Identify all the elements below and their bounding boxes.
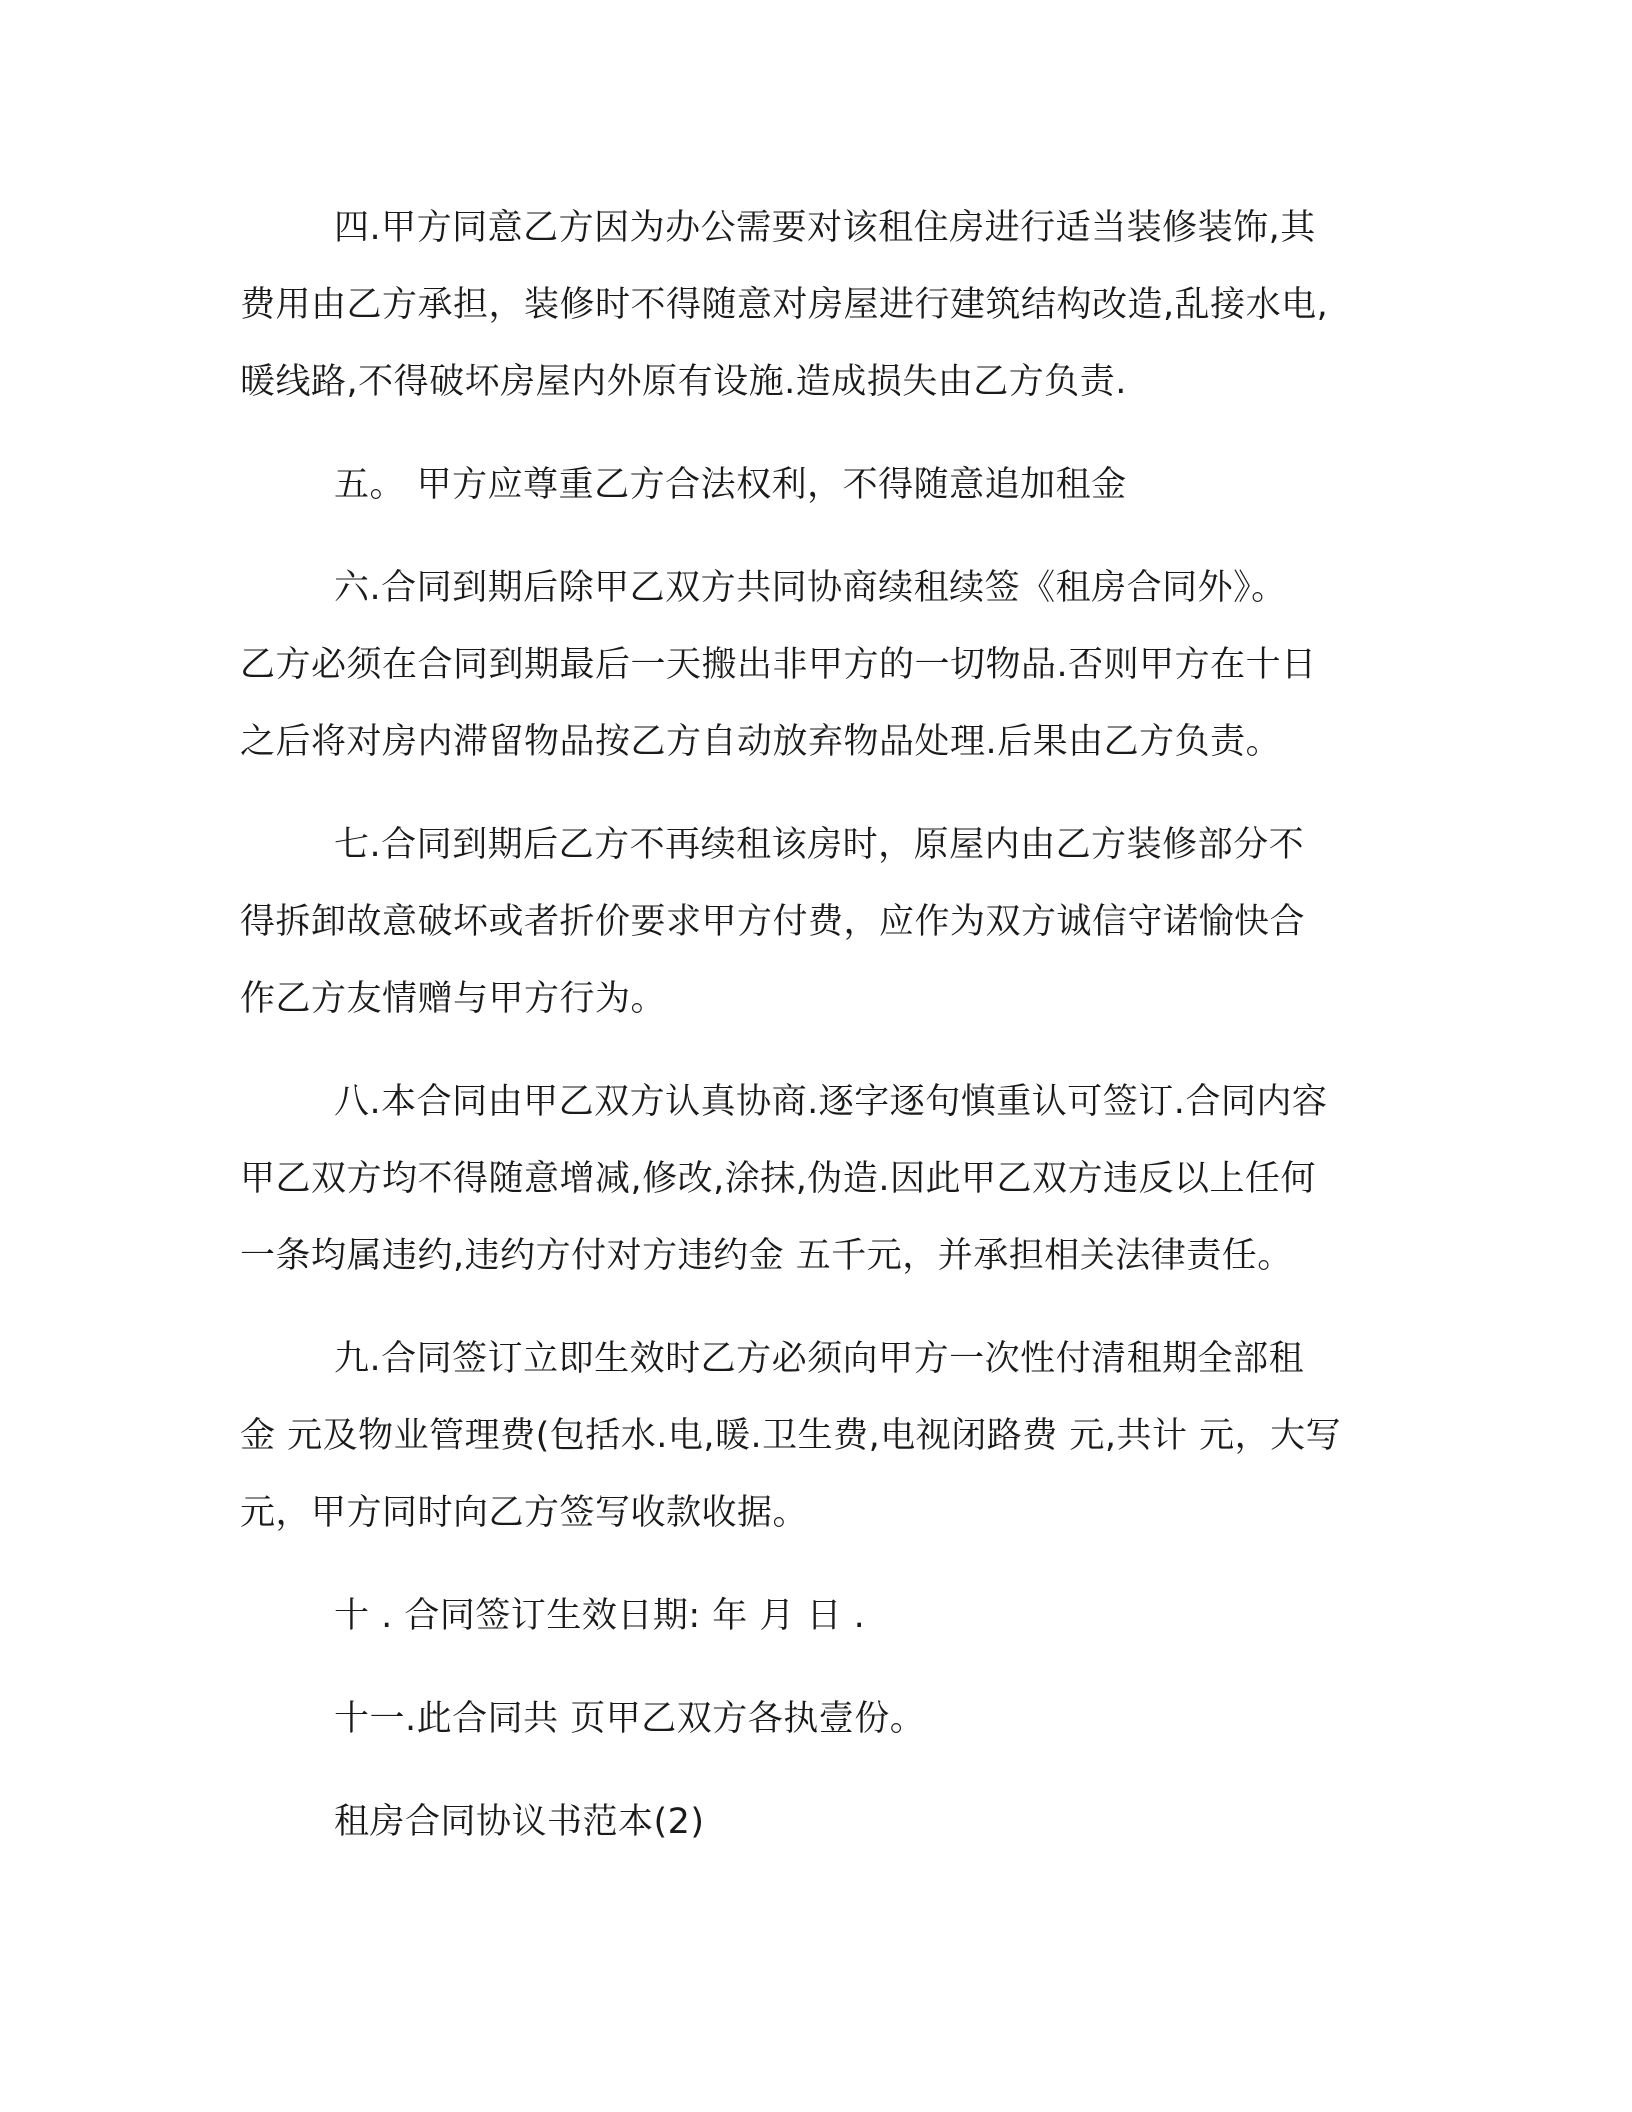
text-line: 四.甲方同意乙方因为办公需要对该租住房进行适当装修装饰,其 <box>334 208 1316 248</box>
text-line: 一条均属违约,违约方付对方违约金 五千元，并承担相关法律责任。 <box>240 1236 1293 1276</box>
text-line: 八.本合同由甲乙双方认真协商.逐字逐句慎重认可签订.合同内容 <box>334 1082 1328 1122</box>
clause-8-paragraph <box>240 1064 1390 1295</box>
document-body <box>240 190 1390 1887</box>
clause-5-paragraph <box>240 447 1390 524</box>
text-line: 之后将对房内滞留物品按乙方自动放弃物品处理.后果由乙方负责。 <box>240 722 1282 762</box>
clause-7-paragraph <box>240 807 1390 1038</box>
text-line: 十 . 合同签订生效日期: 年 月 日 . <box>334 1596 866 1636</box>
text-line: 五。 甲方应尊重乙方合法权利，不得随意追加租金 <box>334 465 1127 505</box>
text-line: 甲乙双方均不得随意增减,修改,涂抹,伪造.因此甲乙双方违反以上任何 <box>240 1159 1317 1199</box>
clause-9-paragraph <box>240 1321 1390 1552</box>
text-line: 金 元及物业管理费(包括水.电,暖.卫生费,电视闭路费 元,共计 元，大写 <box>240 1416 1342 1456</box>
text-line: 暖线路,不得破坏房屋内外原有设施.造成损失由乙方负责. <box>240 362 1127 402</box>
text-line: 九.合同签订立即生效时乙方必须向甲方一次性付清租期全部租 <box>334 1339 1305 1379</box>
clause-6-paragraph <box>240 550 1390 781</box>
text-line: 乙方必须在合同到期最后一天搬出非甲方的一切物品.否则甲方在十日 <box>240 645 1317 685</box>
text-line: 得拆卸故意破坏或者折价要求甲方付费，应作为双方诚信守诺愉快合 <box>240 902 1306 942</box>
next-section-title <box>240 1784 1390 1861</box>
text-line: 十一.此合同共 页甲乙双方各执壹份。 <box>334 1699 926 1739</box>
text-line: 费用由乙方承担，装修时不得随意对房屋进行建筑结构改造,乱接水电, <box>240 285 1329 325</box>
text-line: 作乙方友情赠与甲方行为。 <box>240 979 667 1019</box>
text-line: 六.合同到期后除甲乙双方共同协商续租续签《租房合同外》。 <box>334 568 1287 608</box>
clause-11-paragraph <box>240 1681 1390 1758</box>
text-line: 元，甲方同时向乙方签写收款收据。 <box>240 1493 809 1533</box>
clause-10-paragraph <box>240 1578 1390 1655</box>
text-line: 七.合同到期后乙方不再续租该房时，原屋内由乙方装修部分不 <box>334 825 1305 865</box>
text-line: 租房合同协议书范本(2) <box>334 1802 705 1842</box>
clause-4-paragraph <box>240 190 1390 421</box>
